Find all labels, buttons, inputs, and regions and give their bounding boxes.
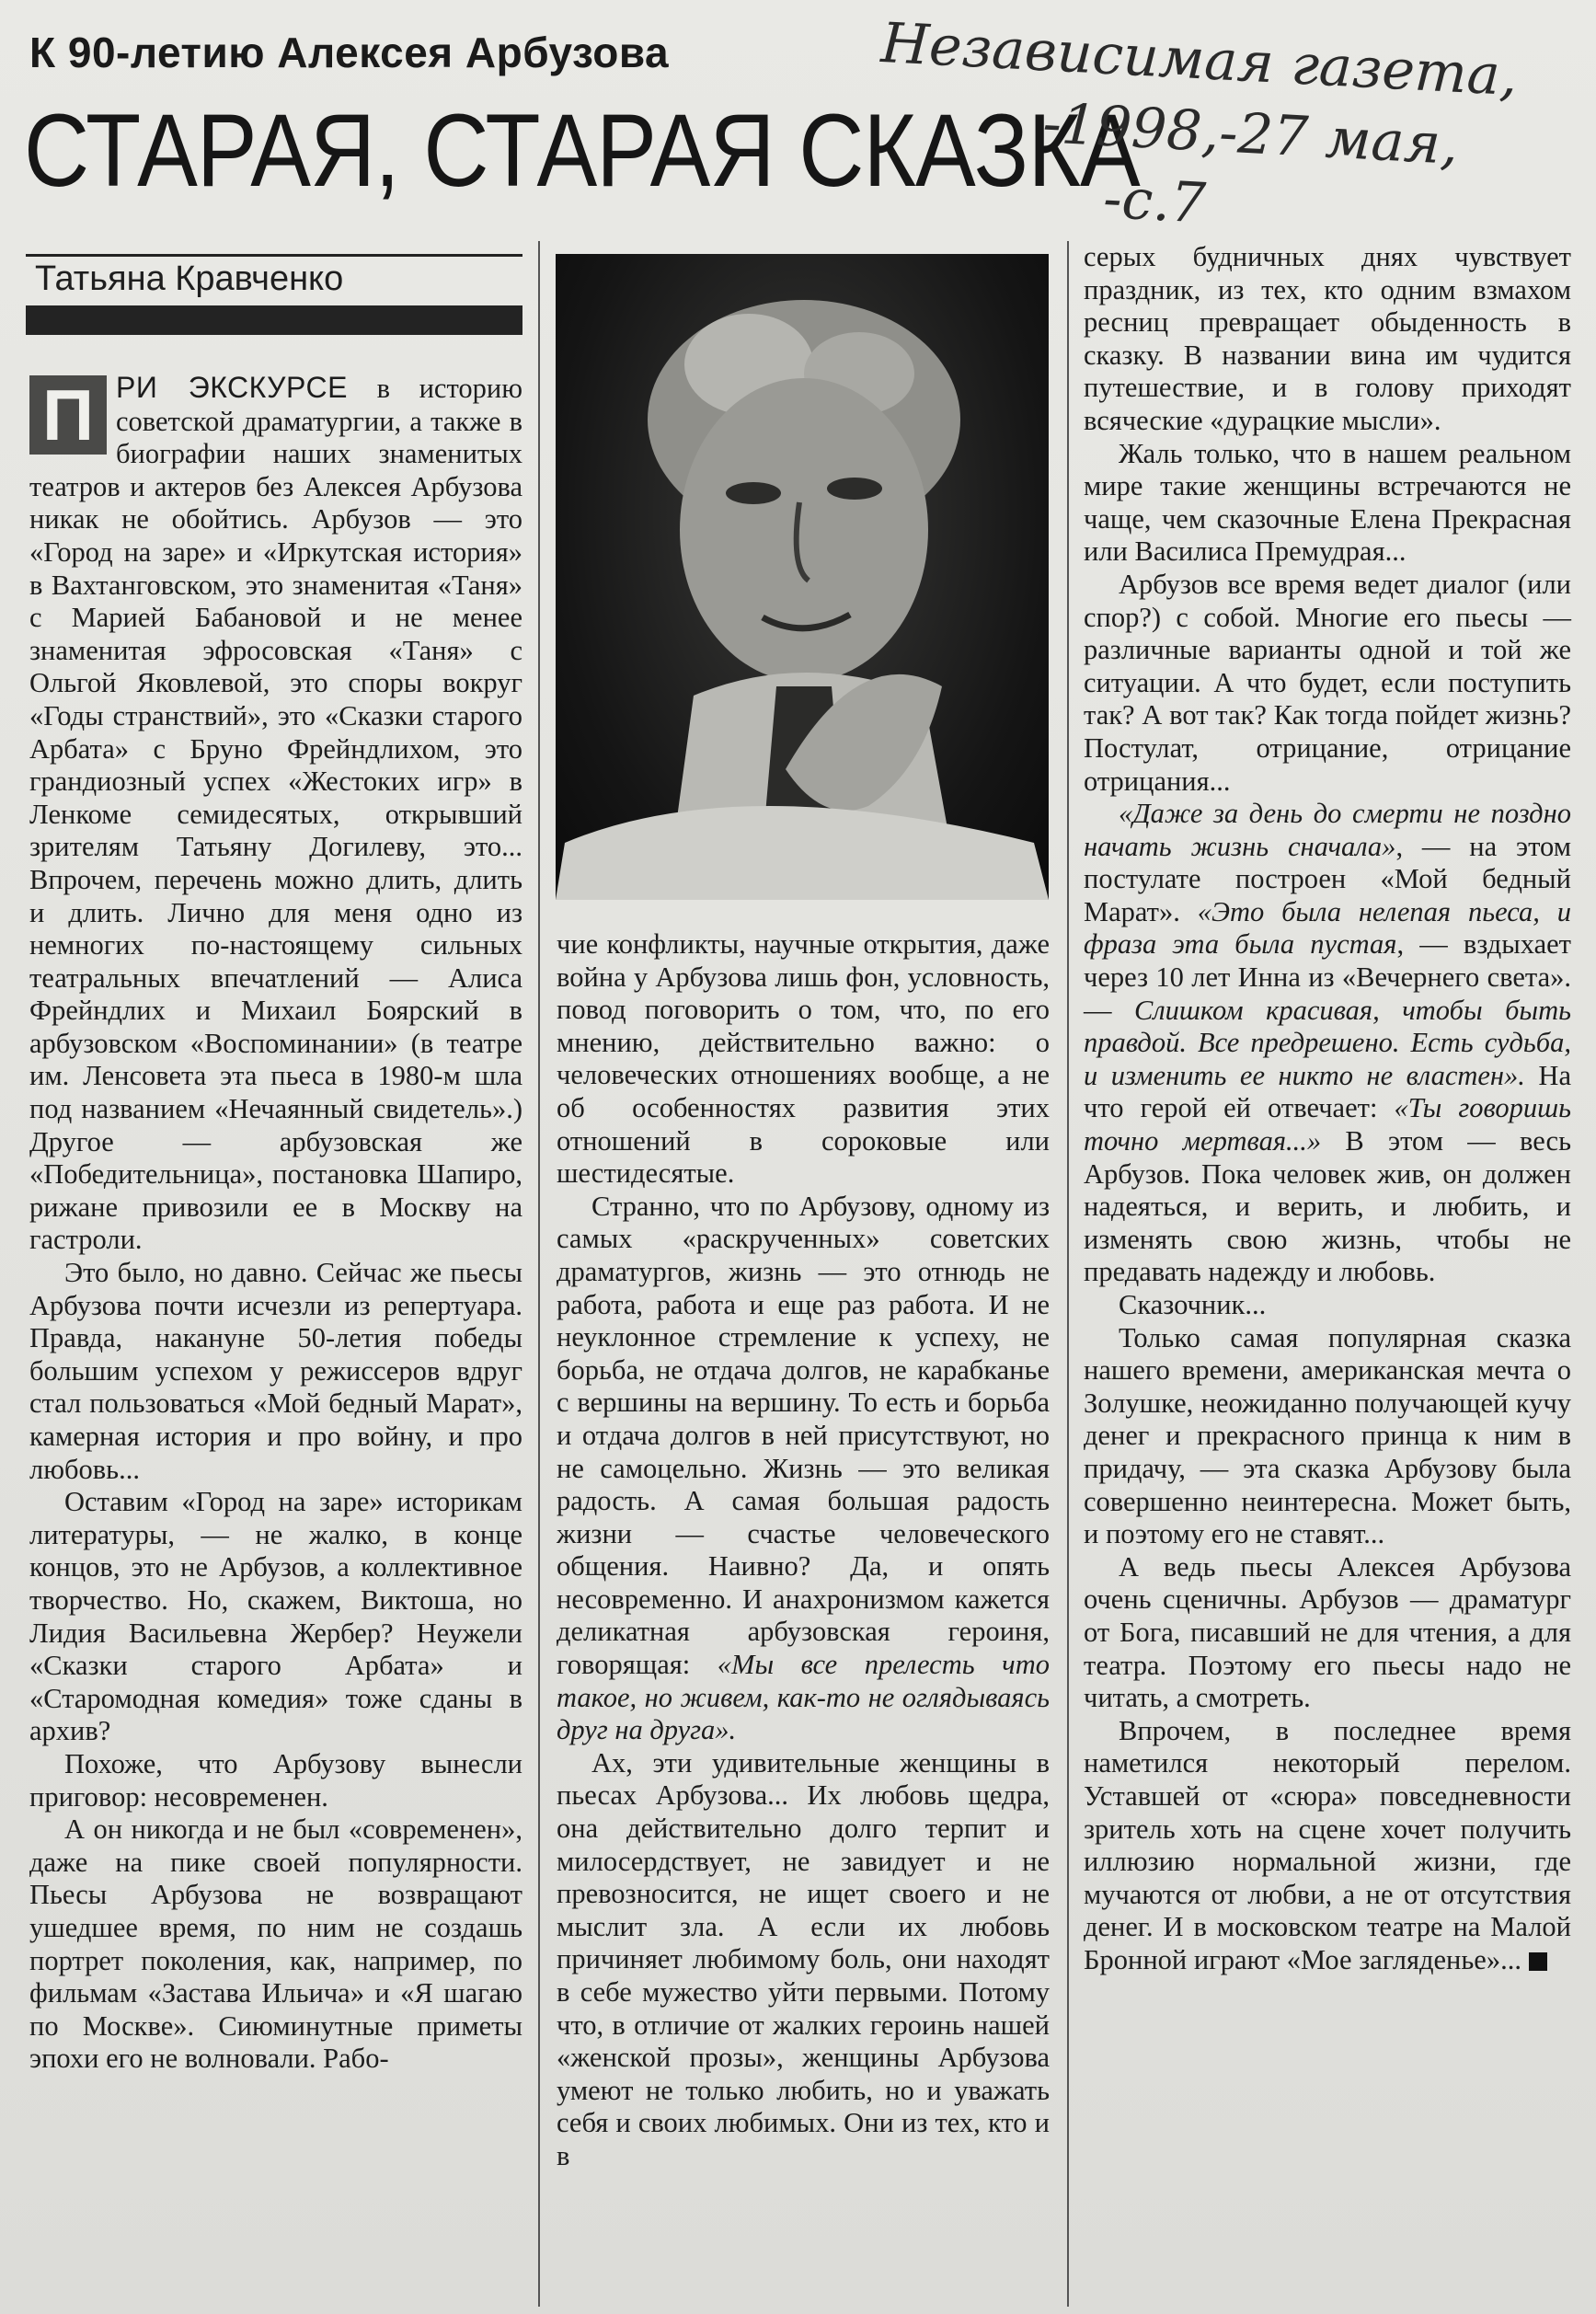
article-paragraph: Только самая популярная сказка нашего времени, американская мечта о Золушке, неожиданно получающей кучу денег и прекрасного принца к ним в придачу, — эта сказка Арбузову была совершенно неинтересна. Может быть, и поэтому его не ставят... xyxy=(1084,1321,1571,1550)
quote-text: «Ты говоришь точно мертвая...» xyxy=(1084,1092,1571,1157)
portrait-photo xyxy=(556,254,1049,900)
face-shape xyxy=(680,378,928,682)
paragraph-text: Впрочем, в последнее время наметился некоторый перелом. Уставшей от «сюра» повседневности зритель хоть на сцене хочет получить иллюзию нормальной жизни, где мучаются от любви, а не от отсутствия денег. И в московском театре на Малой Бронной играют «Мое загляденье»... xyxy=(1084,1714,1571,1975)
article-paragraph: Ах, эти удивительные женщины в пьесах Арбузова... Их любовь щедра, она действительно долго терпит и милосердствует, не завидует и не превозносится, не ищет своего и не мыслит зла. А если их любовь причиняет любимому боль, они находят в себе мужество уйти первыми. Потому что, в отличие от жалких героинь нашей «женской прозы», женщины Арбузова умеют не только любить, но и уважать себя и своих любимых. Они из тех, кто и в xyxy=(557,1746,1050,2171)
article-headline: СТАРАЯ, СТАРАЯ СКАЗКА xyxy=(24,93,1140,208)
text-column-3 xyxy=(1084,241,1571,1976)
paragraph-text: , — на этом постулате построен «Мой бедный Марат». xyxy=(1084,830,1571,927)
paragraph-text: , — вздыхает через 10 лет Инна из «Вечернего света». — xyxy=(1084,928,1571,1026)
column-divider xyxy=(538,241,540,2307)
article-paragraph: Сказочник... xyxy=(1119,1289,1267,1320)
arm-shape xyxy=(556,806,1049,900)
lead-words: РИ ЭКСКУРСЕ xyxy=(116,371,348,404)
dropcap-letter: П xyxy=(29,375,107,455)
paragraph-text: Странно, что по Арбузову, одному из самых «раскрученных» советских драматургов, жизнь — это отнюдь не работа, работа и еще раз работа. И не неуклонное стремление к успеху, не борьба, не отдача долгов, не карабканье с вершины на вершину. То есть и борьба и отдача долгов в ней присутствуют, но не самоцельно. Жизнь — это великая радость. А самая большая радость жизни — счастье человеческого общения. Наивно? Да, и опять несовременно. И анахронизмом кажется деликатная арбузовская героиня, говорящая: xyxy=(557,1190,1050,1681)
byline-rule xyxy=(26,254,522,257)
article-paragraph xyxy=(1084,1715,1571,1977)
article-paragraph: Похоже, что Арбузову вынесли приговор: несовременен. xyxy=(29,1747,522,1813)
article-paragraph xyxy=(557,1191,1050,1747)
article-paragraph: Жаль только, что в нашем реальном мире такие женщины встречаются не чаще, чем сказочные Елена Прекрасная или Василиса Премудрая... xyxy=(1084,437,1571,568)
paragraph-text: В этом — весь Арбузов. Пока человек жив, он должен надеяться, и верить, и любить, и изменять свою жизнь, чтобы не предавать надежду и любовь. xyxy=(1084,1125,1571,1288)
quote-text: Слишком красивая, чтобы быть правдой. Все предрешено. Есть судьба, и изменить ее никто не властен». xyxy=(1084,994,1571,1091)
article-paragraph: Оставим «Город на заре» историкам литературы, — не жалко, в конце концов, это не Арбузов, а коллективное творчество. Но, скажем, Виктоша, но Лидия Васильевна Жербер? Неужели «Сказки старого Арбата» и «Старомодная комедия» тоже сданы в архив? xyxy=(29,1486,522,1747)
article-paragraph: чие конфликты, научные открытия, даже война у Арбузова лишь фон, условность, повод поговорить о том, что, по его мнению, действительно важно: о человеческих отношениях вообще, а не об особенностях развития этих отношений в сороковые или шестидесятые. xyxy=(557,928,1050,1190)
handwritten-line: -1998,-27 мая, xyxy=(1040,91,1460,178)
article-paragraph xyxy=(1084,798,1571,1289)
quote-text: «Это была нелепая пьеса, и фраза эта была пустая xyxy=(1084,895,1572,961)
text-column-1 xyxy=(29,372,522,2076)
eye-right xyxy=(827,478,882,500)
article-paragraph: А ведь пьесы Алексея Арбузова очень сценичны. Арбузов — драматург от Бога, писавший не для чтения, а для театра. Поэтому его пьесы надо не читать, а смотреть. xyxy=(1084,1550,1571,1714)
paragraph-text: в историю советской драматургии, а также в биографии наших знаменитых театров и актеров без Алексея Арбузова никак не обойтись. Арбузов — это «Город на заре» и «Иркутская история» в Вахтанговском, это знаменитая «Таня» с Марией Бабановой и не менее знаменитая эфросовская «Таня» с Ольгой Яковлевой, это споры вокруг «Годы странствий», это «Сказки старого Арбата» с Бруно Фрейндлихом, это грандиозный успех «Жестоких игр» в Ленкоме семидесятых, открывший зрителям Татьяну Догилеву, это... Впрочем, перечень можно длить, длить и длить. Лично для меня одно из немногих по-настоящему сильных театральных впечатлений — Алиса Фрейндлих и Михаил Боярский в арбузовском «Воспоминании» (в театре им. Ленсовета эта пьеса в 1980-м шла под названием «Нечаянный свидетель».) Другое — арбузовская же «Победительница», постановка Шапиро, рижане привозили ее в Москву на гастроли. xyxy=(29,373,523,1256)
handwritten-line: Независимая газета, xyxy=(879,10,1520,109)
article-paragraph: А он никогда и не был «современен», даже на пике своей популярности. Пьесы Арбузова не возвращают ушедшее время, по ним не создашь портрет поколения, как, например, по фильмам «Застава Ильича» и «Я шагаю по Москве». Сиюминутные приметы эпохи его не волновали. Рабо- xyxy=(29,1813,522,2075)
quote-text: «Мы все прелесть что такое, но живем, как-то не оглядываясь друг на друга». xyxy=(557,1649,1050,1746)
article-paragraph xyxy=(29,372,522,1257)
end-of-article-mark xyxy=(1529,1952,1547,1971)
article-paragraph: серых будничных днях чувствует праздник, из тех, кто одним взмахом ресниц превращает обыденность в сказку. В названии вина им чудится путешествие, и в голову приходят всяческие «дурацкие мысли». xyxy=(1084,241,1571,436)
eye-left xyxy=(726,482,781,504)
paragraph-text: На что герой ей отвечает: xyxy=(1084,1059,1571,1124)
quote-text: «Даже за день до смерти не поздно начать жизнь сначала» xyxy=(1084,798,1571,862)
article-overline: К 90-летию Алексея Арбузова xyxy=(29,29,670,76)
article-byline: Татьяна Кравченко xyxy=(35,259,344,298)
handwritten-line: -с.7 xyxy=(1101,166,1208,236)
handwritten-source-note xyxy=(872,7,1562,245)
text-column-2 xyxy=(557,928,1050,2173)
article-paragraph: Арбузов все время ведет диалог (или спор?) с собой. Многие его пьесы — различные варианты одной и той же ситуации. А что будет, если поступить так? А вот так? Как тогда пойдет жизнь? Постулат, отрицание, отрицание отрицания... xyxy=(1084,568,1571,797)
article-paragraph: Это было, но давно. Сейчас же пьесы Арбузова почти исчезли из репертуара. Правда, накануне 50-летия победы большим успехом у режиссеров вдруг стал пользоваться «Мой бедный Марат», камерная история и про войну, и про любовь... xyxy=(29,1257,522,1485)
column-divider xyxy=(1067,241,1069,2307)
byline-bar xyxy=(26,305,522,335)
portrait-illustration xyxy=(556,254,1049,900)
